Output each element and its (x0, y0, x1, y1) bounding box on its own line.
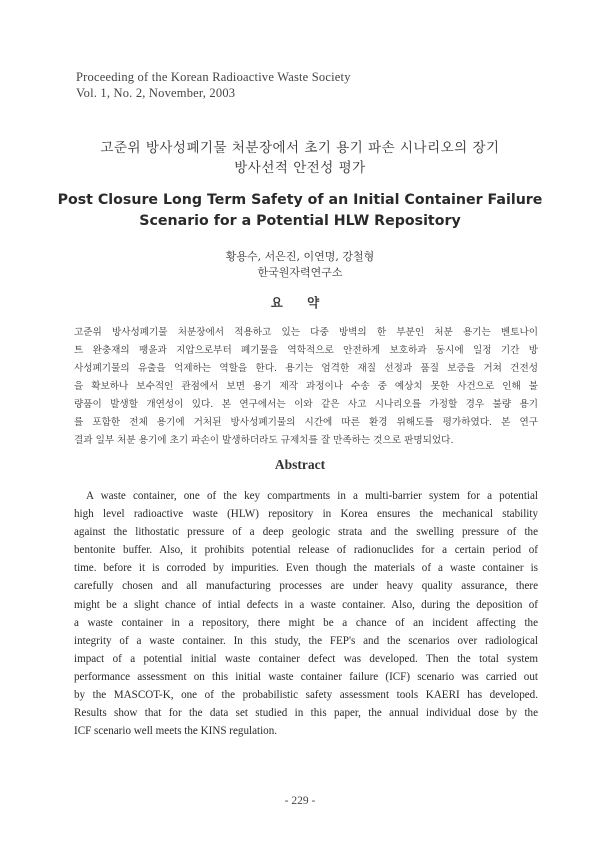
abstract-heading: Abstract (274, 457, 326, 472)
abstract-line: Results show that for the data set studied in this paper, the annual individual dose by the (74, 707, 538, 720)
english-title-line-2: Scenario for a Potential HLW Repository (139, 213, 461, 229)
korean-abstract-line: 량품이 발생할 개연성이 있다. 본 연구에서는 이와 같은 사고 시나리오를 가정할 경우 불량 용기 (74, 399, 538, 410)
abstract-line: performance assessment on this initial waste container failure (ICF) scenario was carried out (74, 670, 538, 683)
abstract-line: carefully chosen and all manufacturing processes are under heavy quality assurance, there (74, 580, 538, 593)
affiliation: 한국원자력연구소 (257, 266, 343, 279)
korean-abstract-heading: 요 약 (270, 295, 330, 310)
journal-name: Proceeding of the Korean Radioactive Waste Society (76, 70, 351, 84)
page-number: - 229 - (284, 795, 316, 807)
abstract-line: might be a slight chance of intial defects in a waste container. Also, during the deposition of (74, 598, 538, 611)
journal-volume: Vol. 1, No. 2, November, 2003 (76, 86, 236, 100)
english-title-line-1: Post Closure Long Term Safety of an Initial Container Failure (57, 192, 543, 208)
author-list: 황용수, 서은진, 이연명, 강철형 (225, 250, 375, 263)
abstract-line: impact of a potential initial waste container defect was developed. Then the total system (74, 652, 538, 665)
abstract-body (74, 487, 538, 740)
korean-abstract-body (74, 324, 538, 450)
korean-abstract-line: 을 확보하나 보수적인 관점에서 보면 용기 제작 과정이나 수송 중 예상치 못한 사건으로 인해 불 (74, 381, 538, 392)
abstract-line: by the MASCOT-K, one of the probabilistic safety assessment tools KAERI has developed. (74, 689, 538, 702)
abstract-line: integrity of a waste container. In this study, the FEP's and the scenarios over radiological (74, 634, 538, 647)
abstract-line: high level radioactive waste (HLW) repository in Korea ensures the mechanical stability (74, 508, 538, 521)
abstract-line: ICF scenario well meets the KINS regulation. (74, 725, 278, 738)
korean-title-line-2: 방사선적 안전성 평가 (234, 160, 366, 176)
korean-abstract-line: 결과 일부 처분 용기에 초기 파손이 발생하더라도 규제치를 잘 만족하는 것으로 판명되었다. (74, 435, 454, 446)
abstract-line: bentonite buffer. Also, it prohibits potential release of radionuclides for a certain period of (74, 544, 538, 557)
abstract-line: time. before it is corroded by impurities. Even though the materials of a waste container is (74, 562, 538, 575)
korean-abstract-line: 사성폐기물의 유출을 억제하는 역할을 한다. 용기는 엄격한 재질 선정과 품질 보증을 거쳐 건전성 (74, 363, 538, 374)
korean-abstract-line: 고준위 방사성폐기물 처분장에서 적용하고 있는 다중 방벽의 한 부분인 처분 용기는 벤토나이 (74, 327, 538, 338)
korean-abstract-line: 트 완충재의 팽윤과 지압으로부터 폐기물을 역학적으로 안전하게 보호하과 동시에 일정 기간 방 (74, 345, 538, 356)
abstract-line: A waste container, one of the key compartments in a multi-barrier system for a potential (86, 490, 538, 502)
korean-abstract-line: 를 포함한 전체 용기에 거처된 방사성폐기물의 시간에 따른 환경 위해도를 평가하였다. 본 연구 (74, 417, 538, 428)
abstract-line: a waste container in a repository, there might be a chance of an incident affecting the (74, 616, 538, 629)
korean-title-line-1: 고준위 방사성폐기물 처분장에서 초기 용기 파손 시나리오의 장기 (100, 140, 500, 156)
abstract-line: against the lithostatic pressure of a deep geologic strata and the swelling pressure of the (74, 526, 538, 539)
